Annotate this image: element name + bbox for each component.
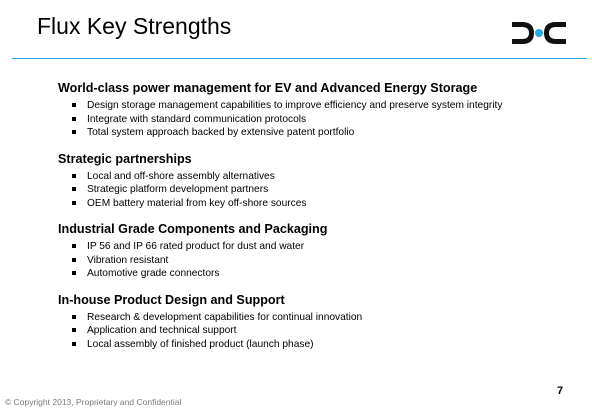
bullet-list [58, 170, 578, 211]
section-strategic-partnerships [58, 151, 578, 211]
bullet-item: Local assembly of finished product (launch phase) [72, 338, 578, 352]
bullet-item: Research & development capabilities for continual innovation [72, 311, 578, 325]
slide-title: Flux Key Strengths [37, 13, 232, 39]
strengths-list [58, 80, 578, 362]
copyright-footer: © Copyright 2013, Proprietary and Confidential [5, 397, 182, 407]
bullet-item: IP 56 and IP 66 rated product for dust and water [72, 240, 578, 254]
section-heading: World-class power management for EV and Advanced Energy Storage [58, 81, 478, 95]
section-power-management [58, 80, 578, 140]
flux-logo-icon [508, 18, 570, 48]
section-industrial-grade [58, 221, 578, 281]
bullet-item: OEM battery material from key off-shore sources [72, 197, 578, 211]
section-heading: Strategic partnerships [58, 151, 192, 166]
bullet-item: Local and off-shore assembly alternatives [72, 170, 578, 184]
bullet-list [58, 99, 578, 140]
bullet-item: Total system approach backed by extensive patent portfolio [72, 126, 578, 140]
bullet-item: Vibration resistant [72, 254, 578, 268]
bullet-item: Design storage management capabilities to improve efficiency and preserve system integrity [72, 99, 578, 113]
bullet-item: Application and technical support [72, 324, 578, 338]
section-heading: In-house Product Design and Support [58, 292, 285, 307]
bullet-item: Strategic platform development partners [72, 183, 578, 197]
section-in-house-design [58, 292, 578, 352]
bullet-item: Automotive grade connectors [72, 267, 578, 281]
bullet-item: Integrate with standard communication protocols [72, 113, 578, 127]
section-heading: Industrial Grade Components and Packaging [58, 222, 328, 236]
title-divider [12, 58, 587, 59]
page-number: 7 [557, 385, 564, 397]
bullet-list [58, 311, 578, 352]
bullet-list [58, 240, 578, 281]
